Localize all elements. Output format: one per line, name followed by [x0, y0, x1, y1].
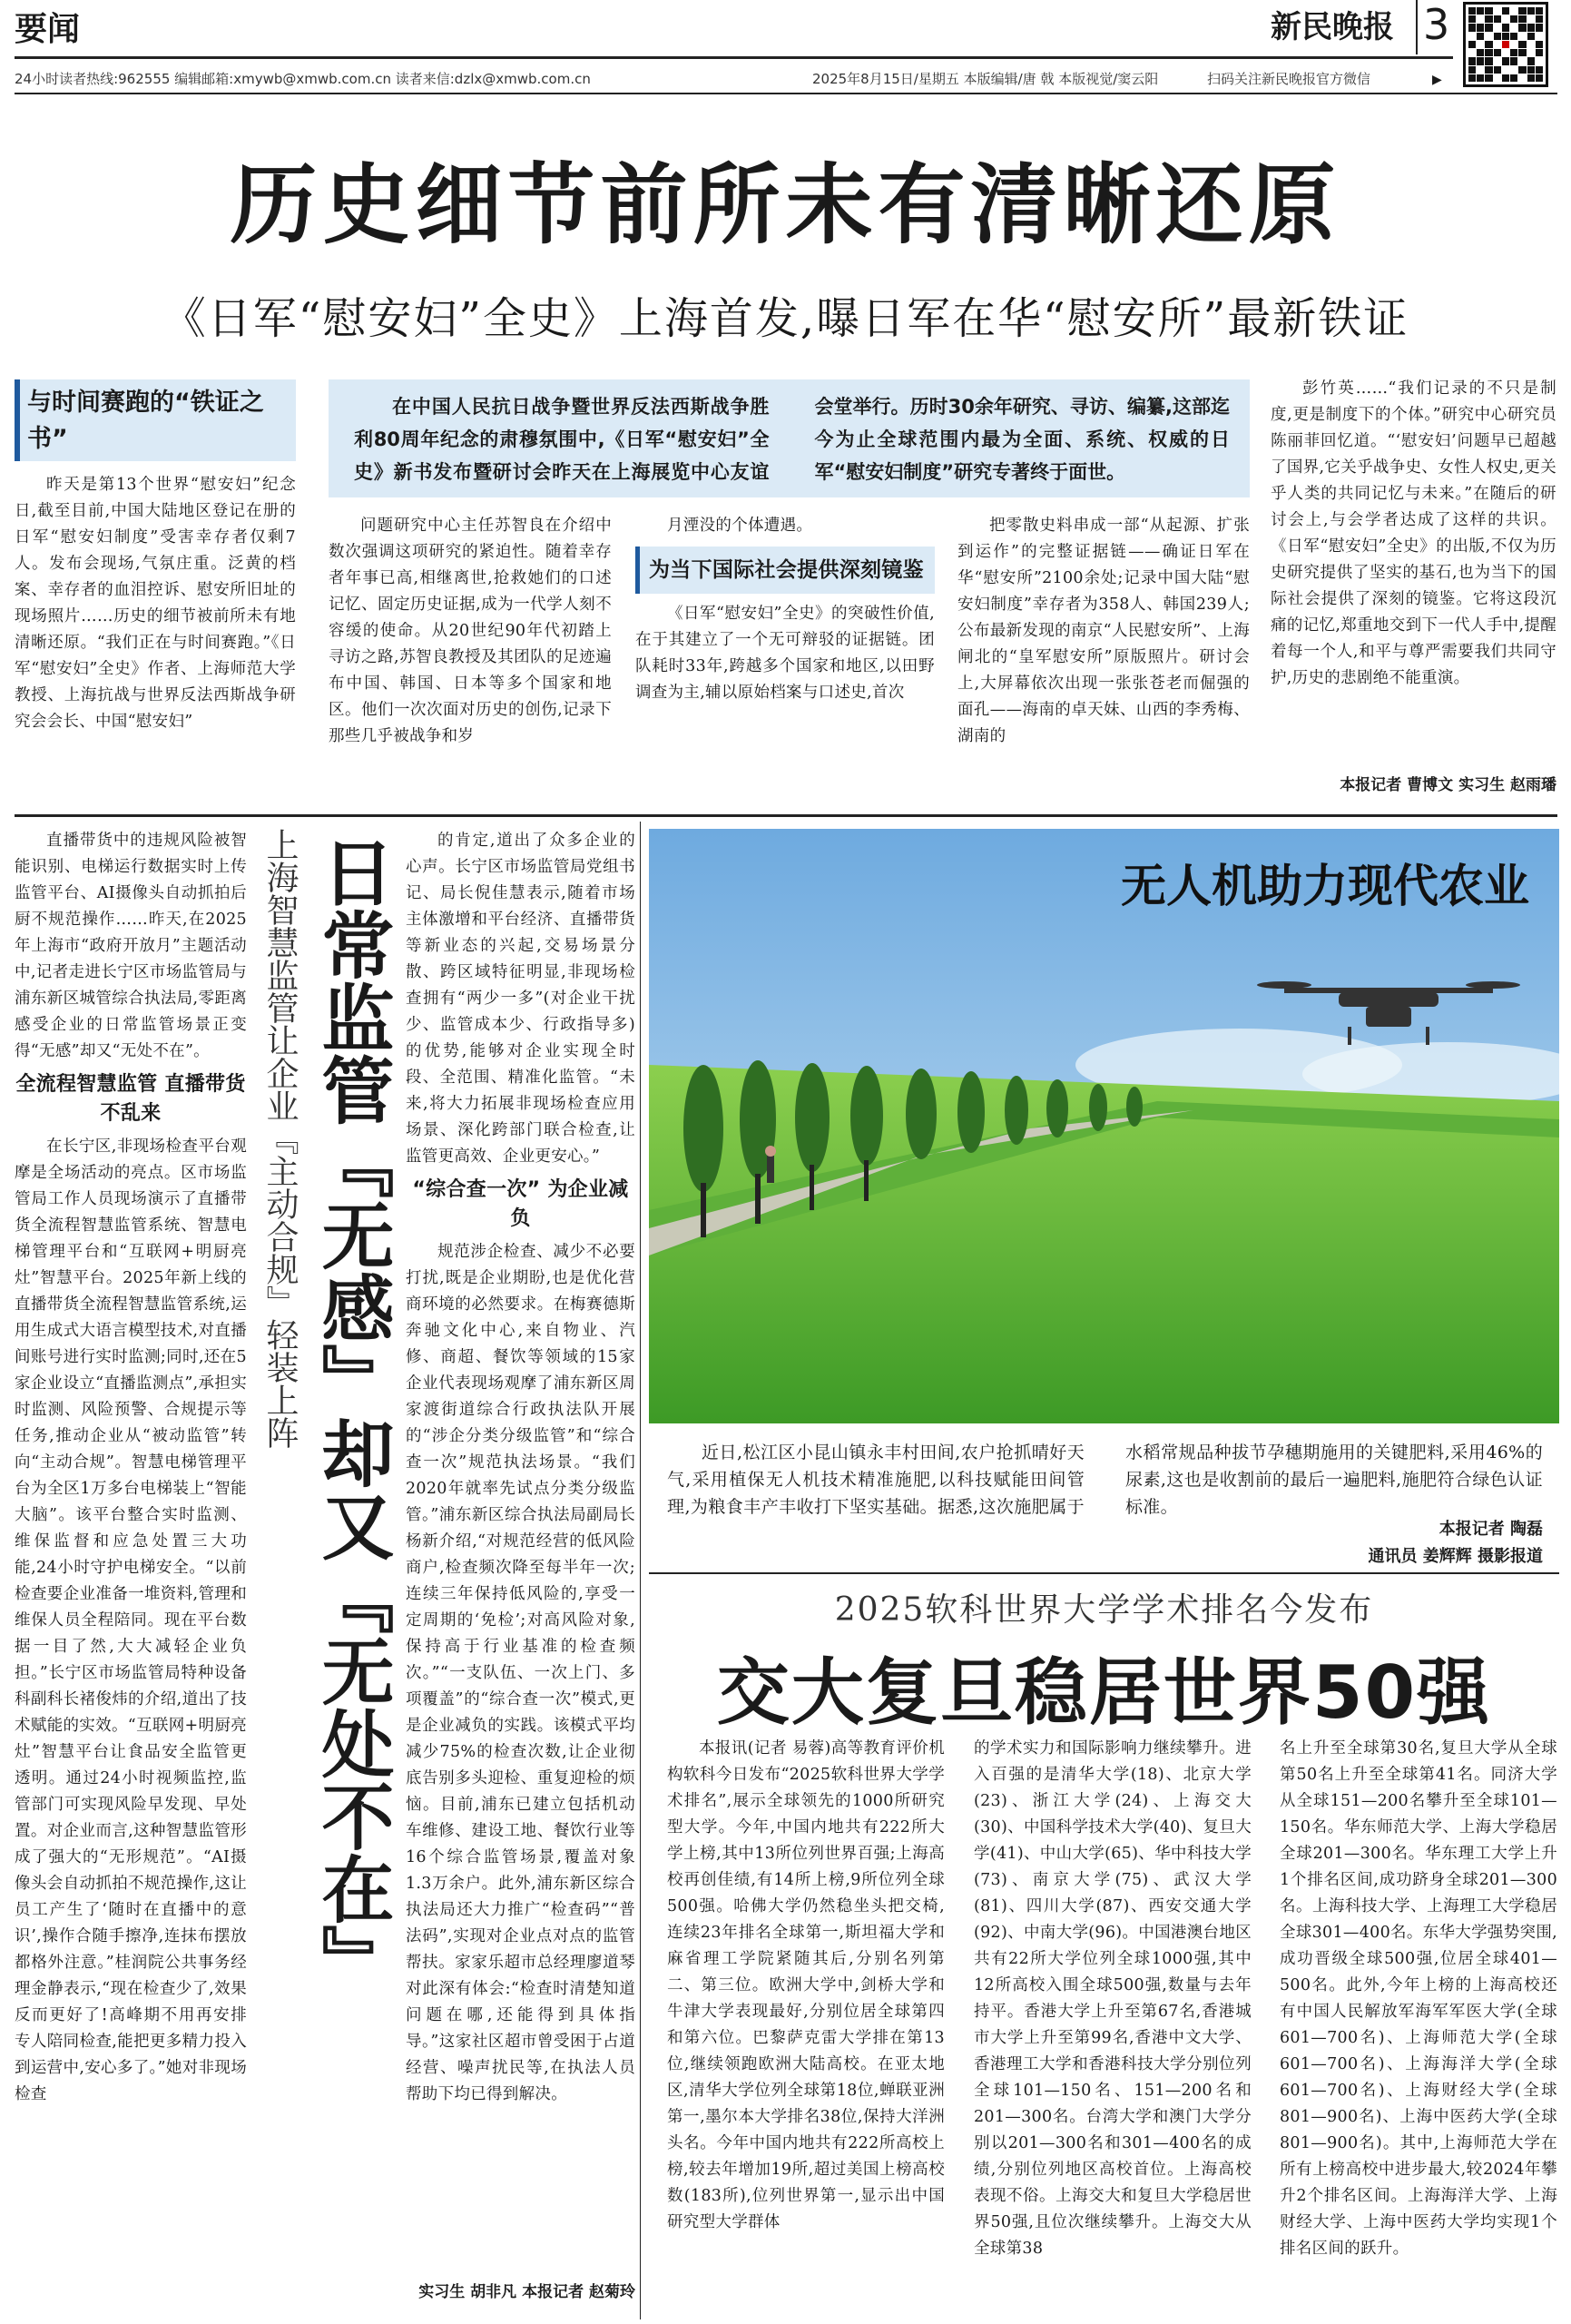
story3-col1: 本报讯(记者 易蓉)高等教育评价机构软科今日发布“2025软科世界大学学术排名”,展示全球领先的1000所研究型大学。今年,中国内地共有222所大学上榜,其中13所位列世界百强;上海高校再创佳绩,有14所上榜,9所位列全球500强。哈佛大学仍然稳坐头把交椅,连续23年排名全球第一,斯坦福大学和麻省理工学院紧随其后,分别名列第二、第三位。欧洲大学中,剑桥大学和牛津大学表现最好,分别位居全球第四和第六位。巴黎萨克雷大学排在第13位,继续领跑欧洲大陆高校。在亚太地区,清华大学位列全球第18位,蝉联亚洲第一,墨尔本大学排名38位,保持大洋洲头名。今年中国内地共有222所高校上榜,较去年增加19所,超过美国上榜高校数(183所),位列世界第一,显示出中国研究型大学群体 [667, 1739, 945, 2231]
story2-subheading-1: 全流程智慧监管 直播带货不乱来 [15, 1073, 246, 1125]
divider [1416, 0, 1418, 54]
story1-col2: 问题研究中心主任苏智良在介绍中数次强调这项研究的紧迫性。随着幸存者年事已高,相继离世,抢救她们的口述记忆、固定历史证据,成为一代学人刻不容缓的使命。从20世纪90年代初踏上寻访之路,苏智良教授及其团队的足迹遍布中国、韩国、日本等多个国家和地区。他们一次次面对历史的创伤,记录下那些几乎被战争和岁 [329, 517, 612, 745]
story1-col3: 月湮没的个体遭遇。 为当下国际社会提供深刻镜鉴 《日军“慰安妇”全史》的突破性价值,在于其建立了一个无可辩驳的证据链。团队耗时33年,跨越多个国家和地区,以田野调查为主,辅以原始档案与口述史,首次 [635, 517, 935, 702]
story1-headline: 历史细节前所未有清晰还原 [230, 154, 1341, 256]
newspaper-logo: 新民晚报 [1271, 9, 1394, 45]
photo-caption: 近日,松江区小昆山镇永丰村田间,农户抢抓晴好天气,采用植保无人机技术精准施肥,以科技赋能田间管理,为粮食丰产丰收打下坚实基础。据悉,这次施肥属于水稻常规品种拔节孕穗期施用的关键肥料,采用46%的尿素,这也是收割前的最后一遍肥料,施肥符合绿色认证标准。 [667, 1443, 1543, 1517]
story3-kicker: 2025软科世界大学学术排名今发布 [834, 1591, 1374, 1629]
photo-title: 无人机助力现代农业 [1121, 860, 1529, 912]
story1-col4: 把零散史料串成一部“从起源、扩张到运作”的完整证据链——确证日军在华“慰安所”2100余处;记录中国大陆“慰安妇制度”幸存者为358人、韩国239人;公布最新发现的南京“人民慰安所”、上海闸北的“皇军慰安所”原版照片。研讨会上,大屏幕依次出现一张张苍老而倔强的面孔——海南的卓天妹、山西的李秀梅、湖南的 [957, 517, 1250, 745]
story1-subhead: 《日军“慰安妇”全史》上海首发,曝日军在华“慰安所”最新铁证 [162, 293, 1409, 344]
story1-col1: 昨天是第13个世界“慰安妇”纪念日,截至目前,中国大陆地区登记在册的日军“慰安妇制度”受害幸存者仅剩7人。发布会现场,气氛庄重。泛黄的档案、幸存者的血泪控诉、慰安所旧址的现场照片……历史的细节被前所未有地清晰还原。“我们正在与时间赛跑。”《日军“慰安妇”全史》作者、上海师范大学教授、上海抗战与世界反法西斯战争研究会会长、中国“慰安妇” [15, 476, 296, 731]
page-number: 3 [1423, 0, 1450, 49]
photo-byline-1: 本报记者 陶磊 [1271, 1516, 1543, 1540]
dateline: 2025年8月15日/星期五 本版编辑/唐 戟 本版视觉/窦云阳 [812, 71, 1159, 87]
story2-headline: 日常监管『无感』却又『无处不在』 [309, 835, 394, 1997]
story2-subheading-2: “综合查一次” 为企业减负 [412, 1178, 629, 1230]
section-label: 要闻 [15, 11, 81, 48]
hotline-info: 24小时读者热线:962555 编辑邮箱:xmywb@xmwb.com.cn 读者来信:dzlx@xmwb.com.cn [15, 71, 591, 87]
lead-text: 在中国人民抗日战争暨世界反法西斯战争胜利80周年纪念的肃穆氛围中,《日军“慰安妇”全史》新书发布暨研讨会昨天在上海展览中心友谊会堂举行。历时30余年研究、寻访、编纂,这部迄今为止全球范围内最为全面、系统、权威的日军“慰安妇制度”研究专著终于面世。 [354, 396, 1230, 483]
side-title: 与时间赛跑的“铁证之书” [27, 389, 264, 453]
photo-drone-farm [649, 829, 1559, 1423]
story1-col5: 彭竹英……“我们记录的不只是制度,更是制度下的个体。”研究中心研究员陈丽菲回忆道。“‘慰安妇’问题早已超越了国界,它关乎战争史、女性人权史,更关乎人类的共同记忆与未来。”在随后的研讨会上,与会学者达成了这样的共识。《日军“慰安妇”全史》的出版,不仅为历史研究提供了坚实的基石,也为当下的国际社会提供了深刻的镜鉴。它将这段沉痛的记忆,郑重地交到下一代人手中,提醒着每一个人,和平与尊严需要我们共同守护,历史的悲剧绝不能重演。 [1271, 379, 1556, 687]
story3-col3: 名上升至全球第30名,复旦大学从全球第50名上升至全球第41名。同济大学从全球151—200名攀升至全球101—150名。华东师范大学、上海大学稳居全球201—300名。华东理工大学上升1个排名区间,成功跻身全球201—300名。上海科技大学、上海理工大学稳居全球301—400名。东华大学强势突围,成功晋级全球500强,位居全球401—500名。此外,今年上榜的上海高校还有中国人民解放军海军军医大学(全球601—700名)、上海师范大学(全球601—700名)、上海海洋大学(全球601—700名)、上海财经大学(全球801—900名)、上海中医药大学(全球801—900名)。其中,上海师范大学在所有上榜高校中进步最大,较2024年攀升2个排名区间。上海海洋大学、上海财经大学、上海中医药大学均实现1个排名区间的跃升。 [1280, 1739, 1557, 2258]
story2-col2: 的肯定,道出了众多企业的心声。长宁区市场监管局党组书记、局长倪佳慧表示,随着市场主体激增和平台经济、直播带货等新业态的兴起,交易场景分散、跨区域特征明显,非现场检查拥有“两少一多”(对企业干扰少、监管成本少、行政指导多)的优势,能够对企业实现全时段、全范围、精准化监管。“未来,将大力拓展非现场检查应用场景、深化跨部门联合检查,让监管更高效、企业更安心。” “综合查一次” 为企业减负 规范涉企检查、减少不必要打扰,既是企业期盼,也是优化营商环境的必然要求。在梅赛德斯奔驰文化中心,来自物业、汽修、商超、餐饮等领域的15家企业代表现场观摩了浦东新区周家渡街道综合行政执法队开展的“涉企分类分级监管”和“综合查一次”规范执法场景。“我们2020年就率先试点分类分级监管。”浦东新区综合执法局副局长杨新介绍,“对规范经营的低风险商户,检查频次降至每半年一次;连续三年保持低风险的,享受一定周期的‘免检’;对高风险对象,保持高于行业基准的检查频次。”“一支队伍、一次上门、多项覆盖”的“综合查一次”模式,更是企业减负的实践。该模式平均减少75%的检查次数,让企业彻底告别多头迎检、重复迎检的烦恼。目前,浦东已建立包括机动车维修、建设工地、餐饮行业等16个综合监管场景,覆盖对象1.3万余户。此外,浦东新区综合执法局还大力推广“检查码”“普法码”,实现对企业点对点的监管帮扶。家家乐超市总经理廖道琴对此深有体会:“检查时清楚知道问题在哪,还能得到具体指导。”这家社区超市曾受困于占道经营、噪声扰民等,在执法人员帮助下均已得到解决。 [406, 832, 635, 2103]
story2-byline: 实习生 胡非凡 本报记者 赵菊玲 [399, 2279, 635, 2301]
scan-note: 扫码关注新民晚报官方微信 [1207, 71, 1371, 87]
qr-code-icon[interactable] [1463, 2, 1548, 87]
story3-headline: 交大复旦稳居世界50强 [716, 1650, 1492, 1735]
arrow-right-icon: ▶ [1432, 73, 1442, 87]
story3-col2: 的学术实力和国际影响力继续攀升。进入百强的是清华大学(18)、北京大学(23)、浙江大学(24)、上海交大(30)、中国科学技术大学(40)、复旦大学(41)、中山大学(65)、华中科技大学(73)、南京大学(75)、武汉大学(81)、四川大学(87)、西安交通大学(92)、中南大学(96)。中国港澳台地区共有22所大学位列全球1000强,其中12所高校入围全球500强,数量与去年持平。香港大学上升至第67名,香港城市大学上升至第99名,香港中文大学、香港理工大学和香港科技大学分别位列全球101—150名、151—200名和201—300名。台湾大学和澳门大学分别以201—300名和301—400名的成绩,分别位列地区高校首位。上海高校表现不俗。上海交大和复旦大学稳居世界50强,且位次继续攀升。上海交大从全球第38 [974, 1739, 1252, 2258]
story1-subheading: 为当下国际社会提供深刻镜鉴 [635, 547, 935, 594]
story2-kicker: 上海智慧监管让企业『主动合规』轻装上阵 [261, 828, 299, 1449]
story1-byline: 本报记者 曹博文 实习生 赵雨璠 [1340, 776, 1556, 794]
story2-col1: 直播带货中的违规风险被智能识别、电梯运行数据实时上传监管平台、AI摄像头自动抓拍后厨不规范操作……昨天,在2025年上海市“政府开放月”主题活动中,记者走进长宁区市场监管局与浦东新区城管综合执法局,零距离感受企业的日常监管场景正变得“无感”却又“无处不在”。 全流程智慧监管 直播带货不乱来 在长宁区,非现场检查平台观摩是全场活动的亮点。区市场监管局工作人员现场演示了直播带货全流程智慧监管系统、智慧电梯管理平台和“互联网+明厨亮灶”智慧平台。2025年新上线的直播带货全流程智慧监管系统,运用生成式大语言模型技术,对直播间账号进行实时监测;同时,还在5家企业设立“直播监测点”,承担实时监测、风险预警、合规提示等任务,推动企业从“被动监管”转向“主动合规”。智慧电梯管理平台为全区1万多台电梯装上“智能大脑”。该平台整合实时监测、维保监督和应急处置三大功能,24小时守护电梯安全。“以前检查要企业准备一堆资料,管理和维保人员全程陪同。现在平台数据一目了然,大大减轻企业负担。”长宁区市场监管局特种设备科副科长褚俊炜的介绍,道出了技术赋能的实效。“互联网+明厨亮灶”智慧平台让食品安全监管更透明。通过24小时视频监控,监管部门可实现风险早发现、早处置。对企业而言,这种智慧监管形成了强大的“无形规范”。“AI摄像头会自动抓拍不规范操作,这让员工产生了‘随时在直播中的意识’,操作合随手擦净,连抹布摆放都格外注意。”桂润院公共事务经理金静表示,“现在检查少了,效果反而更好了!高峰期不用再安排专人陪同检查,能把更多精力投入到运营中,安心多了。”她对非现场检查 [15, 832, 247, 2103]
photo-byline-2: 通讯员 姜辉辉 摄影报道 [1271, 1543, 1543, 1567]
